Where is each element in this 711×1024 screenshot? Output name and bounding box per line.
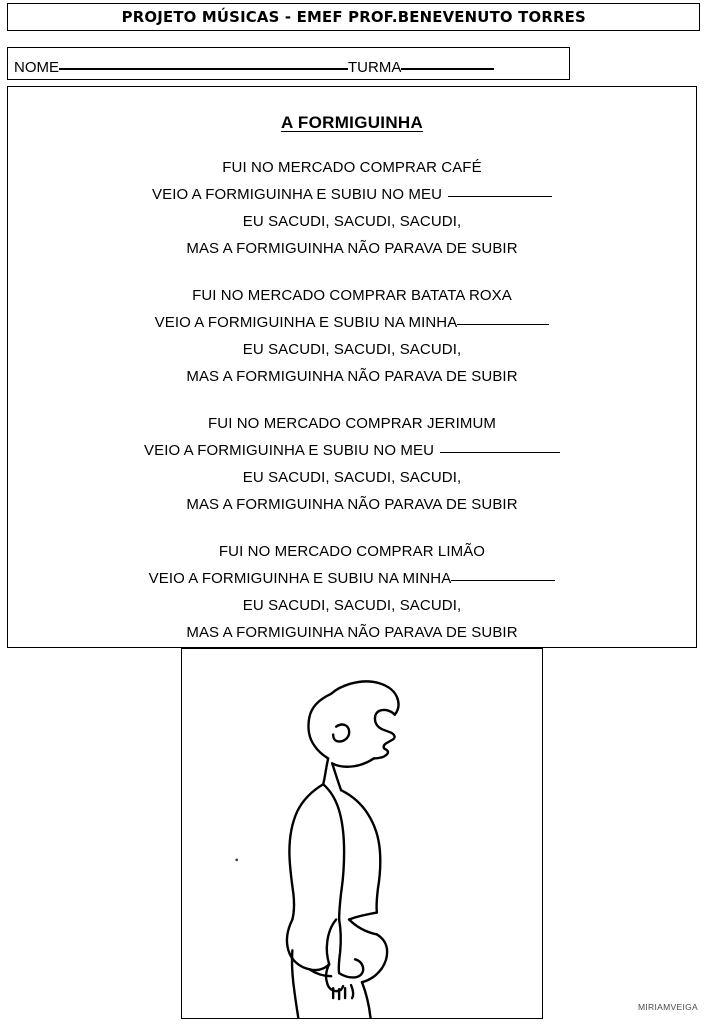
verse-text: VEIO A FORMIGUINHA E SUBIU NO MEU xyxy=(151,186,442,203)
verse-line-with-blank xyxy=(8,437,696,464)
verse-line: FUI NO MERCADO COMPRAR JERIMUM xyxy=(208,415,496,432)
song-lyrics-box xyxy=(7,86,697,648)
verse-line-with-blank xyxy=(8,181,696,208)
student-info-row xyxy=(8,59,569,79)
human-body-side-profile-icon xyxy=(182,649,542,1018)
verse-line: EU SACUDI, SACUDI, SACUDI, xyxy=(242,597,462,614)
stanza-3 xyxy=(8,410,696,518)
header-title-box xyxy=(7,3,700,31)
name-field-label: NOME xyxy=(14,59,59,76)
scan-speck xyxy=(235,859,238,862)
verse-line: MAS A FORMIGUINHA NÃO PARAVA DE SUBIR xyxy=(186,496,518,513)
stanza-4 xyxy=(8,538,696,646)
stanza-2 xyxy=(8,282,696,390)
verse-line: FUI NO MERCADO COMPRAR LIMÃO xyxy=(218,543,486,560)
stanza-1 xyxy=(8,154,696,262)
verse-line-with-blank xyxy=(8,565,696,592)
class-field-label: TURMA xyxy=(348,59,402,76)
verse-line: MAS A FORMIGUINHA NÃO PARAVA DE SUBIR xyxy=(186,368,518,385)
class-input-line[interactable] xyxy=(401,67,494,70)
verse-text: VEIO A FORMIGUINHA E SUBIU NO MEU xyxy=(143,442,434,459)
verse-line: EU SACUDI, SACUDI, SACUDI, xyxy=(242,469,462,486)
verse-line: EU SACUDI, SACUDI, SACUDI, xyxy=(242,213,462,230)
verse-line: FUI NO MERCADO COMPRAR CAFÉ xyxy=(222,159,482,176)
verse-text: VEIO A FORMIGUINHA E SUBIU NA MINHA xyxy=(148,570,452,587)
illustration-box xyxy=(181,648,543,1019)
watermark-credit: MIRIAMVEIGA xyxy=(638,1002,698,1012)
verse-text: VEIO A FORMIGUINHA E SUBIU NA MINHA xyxy=(154,314,458,331)
name-input-line[interactable] xyxy=(59,67,348,70)
song-title: A FORMIGUINHA xyxy=(280,113,424,132)
verse-line-with-blank xyxy=(8,309,696,336)
page-title: PROJETO MÚSICAS - EMEF PROF.BENEVENUTO TORRES xyxy=(121,8,586,26)
fill-in-blank[interactable] xyxy=(457,324,549,325)
fill-in-blank[interactable] xyxy=(448,196,552,197)
verse-line: MAS A FORMIGUINHA NÃO PARAVA DE SUBIR xyxy=(186,624,518,641)
fill-in-blank[interactable] xyxy=(451,580,555,581)
verse-line: FUI NO MERCADO COMPRAR BATATA ROXA xyxy=(192,287,512,304)
verse-line: EU SACUDI, SACUDI, SACUDI, xyxy=(242,341,462,358)
verse-line: MAS A FORMIGUINHA NÃO PARAVA DE SUBIR xyxy=(186,240,518,257)
student-info-box xyxy=(7,47,570,80)
fill-in-blank[interactable] xyxy=(440,452,560,453)
